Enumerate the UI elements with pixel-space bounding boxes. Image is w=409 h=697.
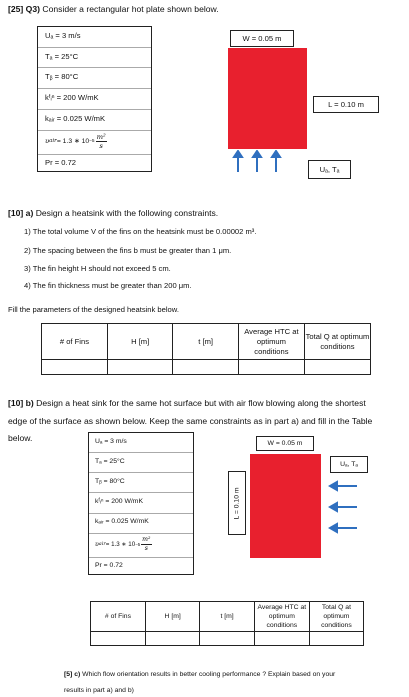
table-header-row xyxy=(42,324,371,360)
arrow-head-icon xyxy=(272,151,280,157)
arrow-head-icon xyxy=(234,151,242,157)
header-t: t [m] xyxy=(200,602,254,632)
constraint-1: 1) The total volume V of the fins on the heatsink must be 0.00002 m³. xyxy=(24,227,257,236)
given-parameters-box xyxy=(37,26,152,172)
input-cell[interactable] xyxy=(254,632,309,646)
table-header-row xyxy=(91,602,364,632)
hot-plate xyxy=(228,48,307,149)
divider xyxy=(38,109,151,110)
param-viscosity: υ air = 1.3 ∗ 10 −5 $\frac{\text{m²}}{s}$ xyxy=(95,536,151,552)
part-c-line1: [5] c) Which flow orientation results in better cooling performance ? Explain based on your xyxy=(64,671,336,678)
param-viscosity: υ air = 1.3 ∗ 10 −5 $\frac{\text{m²}}{s}$ xyxy=(45,133,106,150)
part-c-line2: results in part a) and b) xyxy=(64,687,134,694)
header-avg-htc: Average HTC at optimum conditions xyxy=(238,324,304,360)
constraint-4: 4) The fin thickness must be greater than 200 μm. xyxy=(24,281,192,290)
input-cell[interactable] xyxy=(304,360,370,375)
divider xyxy=(38,154,151,155)
plate-width-label: W = 0.05 m xyxy=(230,30,294,47)
param-ua: Uₐ = 3 m/s xyxy=(95,438,127,445)
plate-length-label-b: L = 0.10 m xyxy=(228,471,246,535)
divider xyxy=(38,47,151,48)
param-kair: kₐᵢᵣ = 0.025 W/mK xyxy=(45,114,106,123)
divider xyxy=(89,452,193,453)
header-num-fins: # of Fins xyxy=(42,324,108,360)
divider xyxy=(38,130,151,131)
results-table-b xyxy=(90,601,364,646)
divider xyxy=(38,67,151,68)
param-kair: kₐᵢᵣ = 0.025 W/mK xyxy=(95,518,149,525)
question-header xyxy=(8,4,219,15)
arrow-head-icon xyxy=(253,151,261,157)
header-total-q: Total Q at optimum conditions xyxy=(309,602,363,632)
input-cell[interactable] xyxy=(145,632,200,646)
header-t: t [m] xyxy=(173,324,238,360)
header-num-fins: # of Fins xyxy=(91,602,146,632)
input-cell[interactable] xyxy=(238,360,304,375)
plate-length-label: L = 0.10 m xyxy=(313,96,379,113)
param-tb: Tᵦ = 80°C xyxy=(95,478,125,485)
param-tb: Tᵦ = 80°C xyxy=(45,72,79,81)
hot-plate-b xyxy=(250,454,321,558)
arrow-head-icon xyxy=(330,482,337,490)
divider xyxy=(89,533,193,534)
header-h: H [m] xyxy=(107,324,173,360)
part-b-line3: below. xyxy=(8,433,33,443)
question-number: [25] Q3) xyxy=(8,4,40,14)
input-cell[interactable] xyxy=(173,360,238,375)
question-text: Consider a rectangular hot plate shown below. xyxy=(40,4,219,14)
part-b-line1: [10] b) Design a heat sink for the same hot surface but with air flow blowing along the shortest xyxy=(8,398,366,408)
fill-instruction: Fill the parameters of the designed heatsink below. xyxy=(8,305,179,314)
input-cell[interactable] xyxy=(107,360,173,375)
divider xyxy=(89,492,193,493)
flow-arrows-left xyxy=(328,478,360,536)
part-b-line2: edge of the surface as shown below. Keep the same constraints as in part a) and fill in the Table xyxy=(8,416,373,426)
table-row xyxy=(42,360,371,375)
arrow-head-icon xyxy=(330,524,337,532)
plate-width-label-b: W = 0.05 m xyxy=(256,436,314,451)
header-total-q: Total Q at optimum conditions xyxy=(304,324,370,360)
param-pr: Pr = 0.72 xyxy=(95,562,123,569)
param-ta: Tₐ = 25°C xyxy=(45,52,79,61)
flow-label: Uₐ, Tₐ xyxy=(308,160,351,179)
param-kfin: kᶠᵢⁿ = 200 W/mK xyxy=(45,93,99,102)
results-table-a xyxy=(41,323,371,375)
divider xyxy=(89,557,193,558)
arrow-head-icon xyxy=(330,503,337,511)
flow-arrows-up xyxy=(228,150,308,174)
param-pr: Pr = 0.72 xyxy=(45,158,77,167)
input-cell[interactable] xyxy=(91,632,146,646)
header-avg-htc: Average HTC at optimum conditions xyxy=(254,602,309,632)
param-ua: Uₐ = 3 m/s xyxy=(45,31,81,40)
constraint-2: 2) The spacing between the fins b must be greater than 1 μm. xyxy=(24,246,232,255)
constraint-3: 3) The fin height H should not exceed 5 cm. xyxy=(24,264,171,273)
part-a-title: [10] a) Design a heatsink with the following constraints. xyxy=(8,208,219,218)
divider xyxy=(89,472,193,473)
input-cell[interactable] xyxy=(200,632,254,646)
given-parameters-box-b xyxy=(88,432,194,575)
header-h: H [m] xyxy=(145,602,200,632)
divider xyxy=(89,513,193,514)
param-ta: Tₐ = 25°C xyxy=(95,458,125,465)
input-cell[interactable] xyxy=(42,360,108,375)
input-cell[interactable] xyxy=(309,632,363,646)
table-row xyxy=(91,632,364,646)
flow-label-b: Uₐ, Tₐ xyxy=(330,456,368,473)
param-kfin: kᶠᵢⁿ = 200 W/mK xyxy=(95,498,143,505)
divider xyxy=(38,88,151,89)
